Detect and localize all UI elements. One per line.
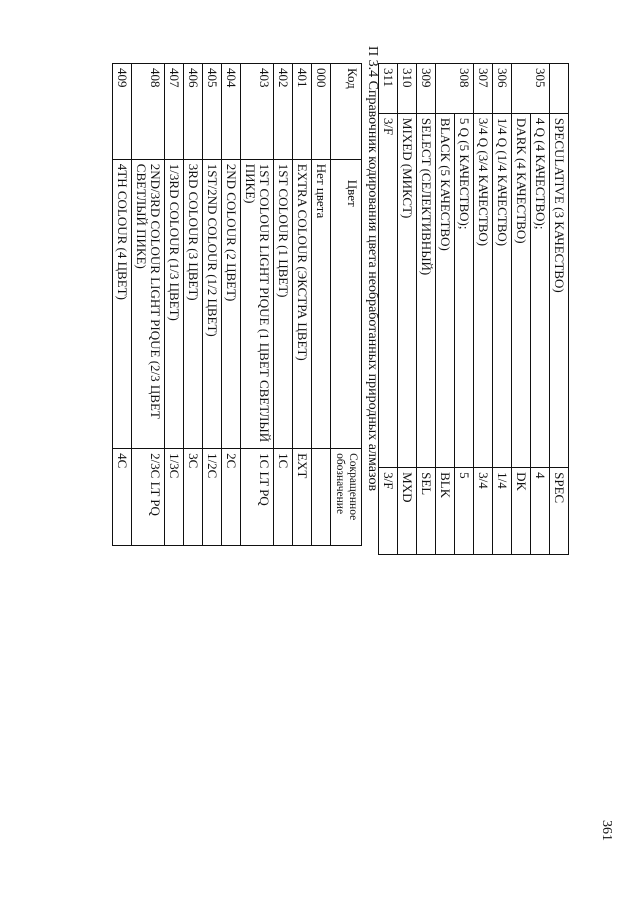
color-cell: DARK (4 КАЧЕСТВО) [512, 113, 531, 467]
code-cell: 309 [417, 64, 436, 114]
color-cell: 2ND COLOUR (2 ЦВЕТ) [222, 159, 241, 448]
color-cell: BLACK (5 КАЧЕСТВО) [436, 113, 455, 467]
table-row [512, 64, 531, 555]
code-cell: 000 [312, 64, 331, 160]
color-cell: 3/F [379, 113, 398, 467]
header-code: Код [331, 64, 362, 160]
abbr-cell: BLK [436, 468, 455, 555]
table-caption: П 3.4 Справочник кодирования цвета необработанных природных алмазов [365, 46, 380, 492]
code-cell: 311 [379, 64, 398, 114]
table-row [203, 64, 222, 546]
abbr-cell: DK [512, 468, 531, 555]
abbr-cell: EXT [293, 449, 312, 546]
color-code-table [112, 63, 362, 546]
abbr-cell: SEL [417, 468, 436, 555]
color-cell: 1ST COLOUR LIGHT PIQUE (1 ЦВЕТ СВЕТЛЫЙ ПИКЕ) [241, 159, 274, 448]
header-abbr: Сокращенное обозначение [331, 449, 362, 546]
abbr-cell: 2/3C LT PQ [132, 449, 165, 546]
code-cell: 409 [113, 64, 132, 160]
code-cell [550, 64, 569, 114]
abbr-cell: 3C [184, 449, 203, 546]
color-cell: SPECULATIVE (3 КАЧЕСТВО) [550, 113, 569, 467]
table-row [184, 64, 203, 546]
color-cell: 4 Q (4 КАЧЕСТВО); [531, 113, 550, 467]
continued-table [378, 63, 569, 555]
table-row [293, 64, 312, 546]
color-cell: SELECT (СЕЛЕКТИВНЫЙ) [417, 113, 436, 467]
abbr-cell: MXD [398, 468, 417, 555]
abbr-cell [312, 449, 331, 546]
abbr-cell: 1C LT PQ [241, 449, 274, 546]
code-cell: 407 [165, 64, 184, 160]
code-cell: 307 [474, 64, 493, 114]
table-row [455, 64, 474, 555]
code-cell: 402 [274, 64, 293, 160]
abbr-cell: 2C [222, 449, 241, 546]
table-row [165, 64, 184, 546]
abbr-cell: 3/4 [474, 468, 493, 555]
abbr-cell: 1/4 [493, 468, 512, 555]
table-row [132, 64, 165, 546]
table-row [531, 64, 550, 555]
abbr-cell: 1C [274, 449, 293, 546]
table-row [493, 64, 512, 555]
page-number: 361 [599, 820, 614, 841]
abbr-cell: 5 [455, 468, 474, 555]
color-cell: EXTRA COLOUR (ЭКСТРА ЦВЕТ) [293, 159, 312, 448]
code-cell: 310 [398, 64, 417, 114]
table-row [241, 64, 274, 546]
code-cell: 406 [184, 64, 203, 160]
abbr-cell: 1/2C [203, 449, 222, 546]
code-cell: 404 [222, 64, 241, 160]
table-row [550, 64, 569, 555]
code-cell: 308 [436, 64, 474, 114]
code-cell: 306 [493, 64, 512, 114]
abbr-cell: 3/F [379, 468, 398, 555]
table-row [312, 64, 331, 546]
color-cell: 3/4 Q (3/4 КАЧЕСТВО) [474, 113, 493, 467]
color-cell: 1ST/2ND COLOUR (1/2 ЦВЕТ) [203, 159, 222, 448]
header-color: Цвет [331, 159, 362, 448]
table-row [436, 64, 455, 555]
color-cell: MIXED (МИКСТ) [398, 113, 417, 467]
color-cell: 1/3RD COLOUR (1/3 ЦВЕТ) [165, 159, 184, 448]
table-row [274, 64, 293, 546]
table-row [379, 64, 398, 555]
color-cell: Нет цвета [312, 159, 331, 448]
code-cell: 405 [203, 64, 222, 160]
color-cell: 1ST COLOUR (1 ЦВЕТ) [274, 159, 293, 448]
code-cell: 403 [241, 64, 274, 160]
color-cell: 2ND/3RD COLOUR LIGHT PIQUE (2/3 ЦВЕТ СВЕТЛЫЙ ПИКЕ) [132, 159, 165, 448]
code-cell: 408 [132, 64, 165, 160]
table-row [474, 64, 493, 555]
table-row [398, 64, 417, 555]
code-cell: 401 [293, 64, 312, 160]
abbr-cell: 1/3C [165, 449, 184, 546]
color-cell: 1/4 Q (1/4 КАЧЕСТВО) [493, 113, 512, 467]
header-row [331, 64, 362, 546]
table-row [417, 64, 436, 555]
table-row [113, 64, 132, 546]
color-cell: 5 Q (5 КАЧЕСТВО); [455, 113, 474, 467]
abbr-cell: 4C [113, 449, 132, 546]
table-row [222, 64, 241, 546]
abbr-cell: 4 [531, 468, 550, 555]
abbr-cell: SPEC [550, 468, 569, 555]
color-cell: 3RD COLOUR (3 ЦВЕТ) [184, 159, 203, 448]
code-cell: 305 [512, 64, 550, 114]
color-cell: 4TH COLOUR (4 ЦВЕТ) [113, 159, 132, 448]
